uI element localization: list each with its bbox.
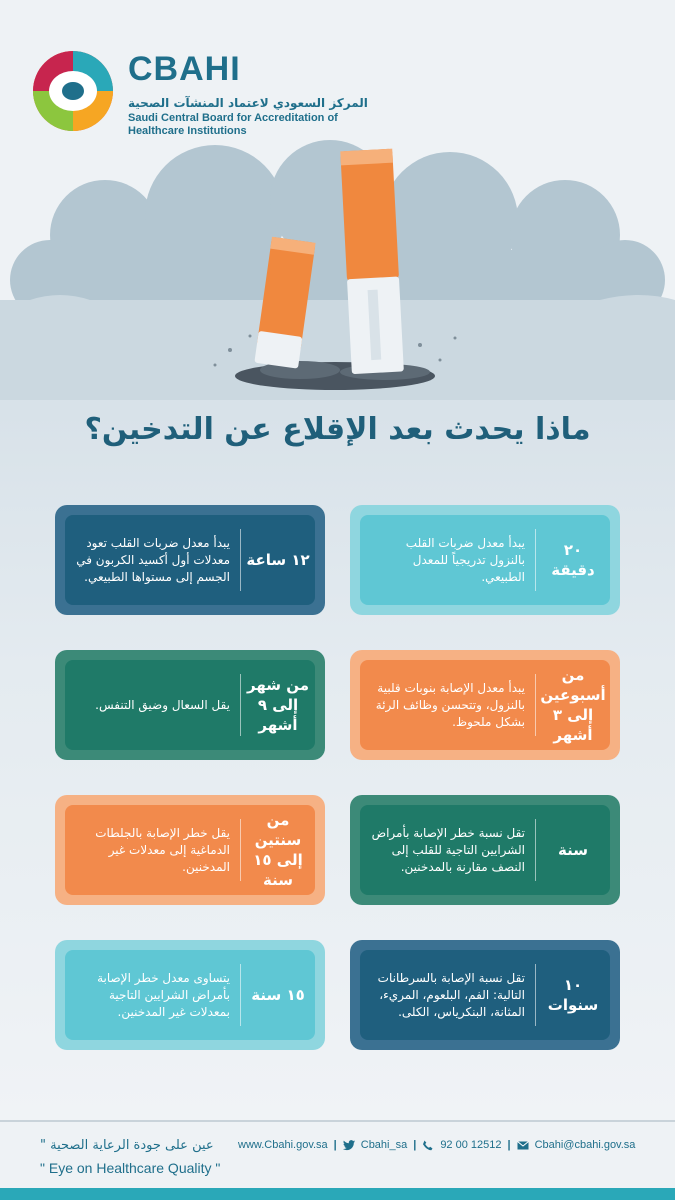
phone-number[interactable]: 92 00 12512 (440, 1139, 502, 1151)
card-description: يبدأ معدل الإصابة بنوبات قلبية بالنزول، وتتحسن وظائف الرئة بشكل ملحوظ. (375, 680, 525, 729)
card-time: من سنتين إلى ١٥ سنة (253, 811, 303, 889)
card-divider (535, 529, 536, 591)
brand-arabic-name: المركز السعودي لاعتماد المنشآت الصحية (128, 96, 368, 110)
card-time: ١٠ سنوات (547, 976, 599, 1014)
website-link[interactable]: www.Cbahi.gov.sa (238, 1139, 328, 1151)
card-description: يبدأ معدل ضربات القلب بالنزول تدريجياً للمعدل الطبيعي. (405, 535, 525, 584)
timeline-card-15-years (55, 940, 325, 1050)
page-title: ماذا يحدث بعد الإقلاع عن التدخين؟ (84, 412, 591, 447)
twitter-icon (343, 1140, 355, 1151)
brand-name: CBAHI (128, 50, 241, 88)
separator: | (333, 1139, 337, 1151)
card-divider (535, 964, 536, 1026)
timeline-card-12-hours (55, 505, 325, 615)
timeline-card-2-weeks-3-months (350, 650, 620, 760)
card-description: يبدأ معدل ضربات القلب تعود معدلات أول أكسيد الكربون في الجسم إلى مستواها الطبيعي. (76, 535, 230, 584)
card-divider (240, 674, 241, 736)
card-divider (240, 964, 241, 1026)
card-divider (240, 819, 241, 881)
brand-english-name: Saudi Central Board for Accreditation of Healthcare Institutions (128, 112, 338, 137)
timeline-card-2-15-years (55, 795, 325, 905)
email-address[interactable]: Cbahi@cbahi.gov.sa (534, 1139, 636, 1151)
bottom-accent-strip (0, 1188, 675, 1200)
card-description: تقل نسبة الإصابة بالسرطانات التالية: الفم، البلعوم، المريء، المثانة، البنكرياس، الكلى. (377, 970, 525, 1019)
timeline-card-1-year (350, 795, 620, 905)
card-time: من أسبوعين إلى ٣ أشهر (540, 666, 606, 744)
cbahi-logo-icon (30, 48, 116, 134)
contact-bar (238, 1139, 658, 1151)
card-description: تقل نسبة خطر الإصابة بأمراض الشرايين التاجية للقلب إلى النصف مقارنة بالمدخنين. (371, 825, 525, 874)
timeline-card-10-years (350, 940, 620, 1050)
card-description: يتساوى معدل خطر الإصابة بأمراض الشرايين التاجية بمعدلات غير المدخنين. (97, 970, 230, 1019)
slogan-english: " Eye on Healthcare Quality " (40, 1160, 221, 1176)
phone-icon (422, 1140, 434, 1151)
slogan-arabic: عين على جودة الرعاية الصحية " (40, 1138, 214, 1153)
card-description: يقل خطر الإصابة بالجلطات الدماغية إلى معدلات غير المدخنين. (95, 825, 230, 874)
separator: | (507, 1139, 511, 1151)
card-divider (535, 819, 536, 881)
mail-icon (517, 1140, 529, 1151)
card-description: يقل السعال وضيق التنفس. (95, 697, 230, 712)
card-divider (240, 529, 241, 591)
separator: | (413, 1139, 417, 1151)
timeline-card-20-minutes (350, 505, 620, 615)
twitter-handle[interactable]: Cbahi_sa (360, 1139, 408, 1151)
card-time: سنة (558, 841, 588, 859)
cigarette-illustration (0, 140, 675, 400)
card-time: ١٢ ساعة (246, 551, 310, 569)
timeline-card-1-9-months (55, 650, 325, 760)
card-divider (535, 674, 536, 736)
card-time: ٢٠ دقيقة (551, 541, 595, 579)
footer-divider (0, 1120, 675, 1122)
card-time: ١٥ سنة (251, 986, 305, 1004)
card-time: من شهر إلى ٩ أشهر (247, 676, 309, 734)
